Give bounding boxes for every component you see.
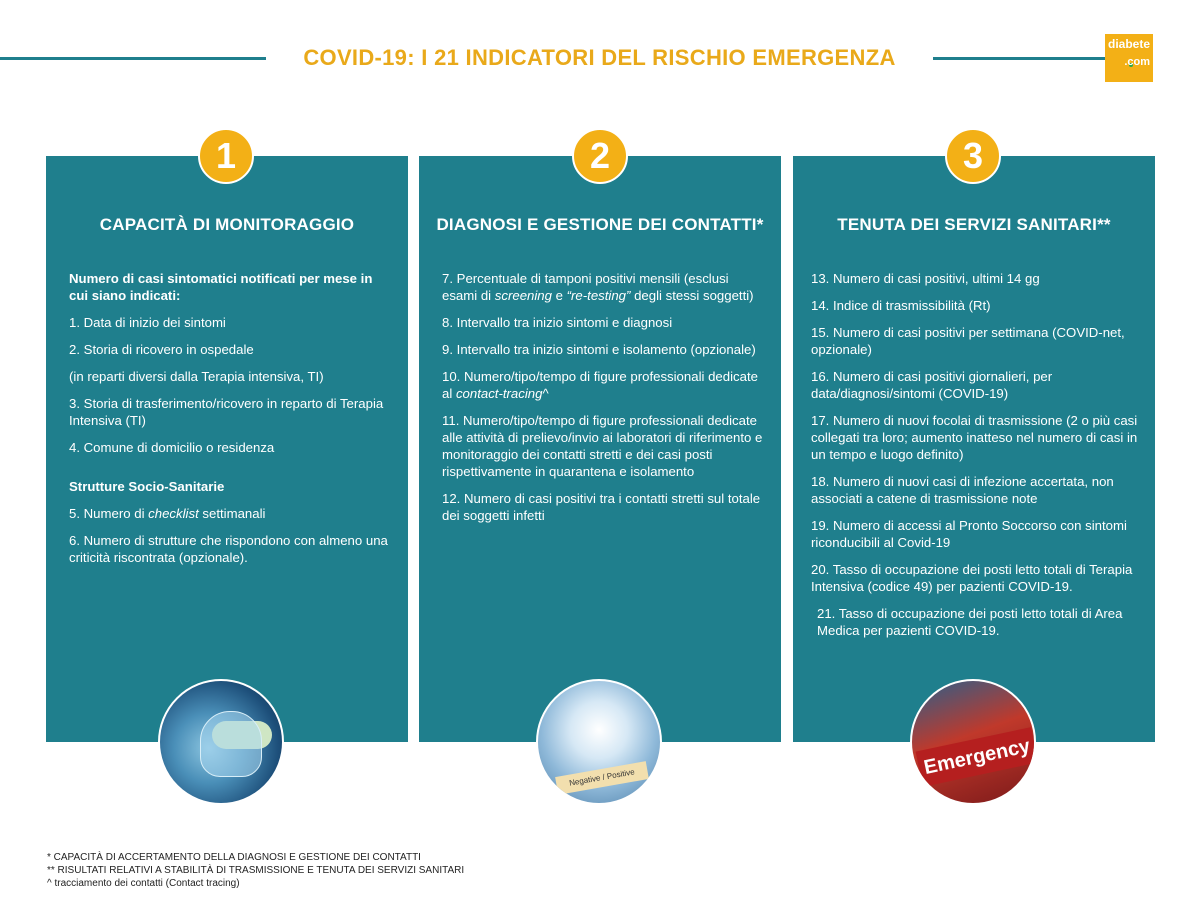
list-item: (in reparti diversi dalla Terapia intensiva, TI): [69, 369, 324, 384]
panel-title: DIAGNOSI E GESTIONE DEI CONTATTI*: [436, 215, 764, 234]
medical-staff-photo-icon: [158, 679, 284, 805]
emergency-sign-text: Emergency: [916, 727, 1036, 787]
list-item: 14. Indice di trasmissibilità (Rt): [811, 298, 991, 313]
list-item: 10. Numero/tipo/tempo di figure professionali dedicate al contact-tracing^: [442, 369, 758, 401]
list-item: 13. Numero di casi positivi, ultimi 14 gg: [811, 271, 1040, 286]
list-item: 9. Intervallo tra inizio sintomi e isolamento (opzionale): [442, 342, 756, 357]
test-tube-label: Negative / Positive: [555, 761, 649, 795]
list-item: 19. Numero di accessi al Pronto Soccorso con sintomi riconducibili al Covid-19: [811, 518, 1127, 550]
panel-title: CAPACITÀ DI MONITORAGGIO: [99, 215, 355, 234]
panel-body: [442, 270, 767, 534]
panel-monitoring: [46, 156, 408, 742]
emergency-sign-photo-icon: [910, 679, 1036, 805]
list-item: 15. Numero di casi positivi per settimana (COVID-net, opzionale): [811, 325, 1125, 357]
panel-diagnosis: [419, 156, 781, 742]
list-item: 7. Percentuale di tamponi positivi mensili (esclusi esami di screening e “re-testing” degli stessi soggetti): [442, 271, 754, 303]
logo-text-top: diabete: [1108, 37, 1151, 51]
list-item: 21. Tasso di occupazione dei posti letto totali di Area Medica per pazienti COVID-19.: [817, 606, 1123, 638]
face-shield-shape: [200, 711, 262, 777]
diabete-logo[interactable]: [1105, 34, 1153, 82]
list-item: 18. Numero di nuovi casi di infezione accertata, non associati a catene di trasmissione note: [811, 474, 1114, 506]
title-rule-right: [933, 57, 1105, 60]
list-item: 6. Numero di strutture che rispondono con almeno una criticità riscontrata (opzionale).: [69, 533, 388, 565]
page-title: COVID-19: I 21 INDICATORI DEL RISCHIO EMERGENZA: [303, 45, 896, 70]
panel-body: [69, 270, 394, 576]
panel-number-badge: 3: [945, 128, 1001, 184]
panel-health-services: [793, 156, 1155, 742]
footnote: ** RISULTATI RELATIVI A STABILITÀ DI TRASMISSIONE E TENUTA DEI SERVIZI SANITARI: [47, 865, 465, 876]
panel-body: [811, 270, 1141, 649]
list-item: 12. Numero di casi positivi tra i contatti stretti sul totale dei soggetti infetti: [442, 491, 761, 523]
list-item: 11. Numero/tipo/tempo di figure professionali dedicate alle attività di prelievo/invio ai laboratori di riferimento e monitoraggio dei contatti stretti e dei casi posti rispettivamente in quarantena e isolamento: [442, 413, 763, 479]
list-item: 1. Data di inizio dei sintomi: [69, 315, 226, 330]
panel-number-badge: 1: [198, 128, 254, 184]
list-item: 16. Numero di casi positivi giornalieri, per data/diagnosi/sintomi (COVID-19): [811, 369, 1053, 401]
list-item: 8. Intervallo tra inizio sintomi e diagnosi: [442, 315, 673, 330]
footnote: ^ tracciamento dei contatti (Contact tracing): [47, 878, 240, 889]
list-item: 17. Numero di nuovi focolai di trasmissione (2 o più casi collegati tra loro; aumento inatteso nel numero di casi in un tempo e luogo definito): [811, 413, 1138, 462]
list-item: Numero di casi sintomatici notificati per mese in cui siano indicati:: [69, 271, 373, 303]
title-rule-left: [0, 57, 266, 60]
list-item: 2. Storia di ricovero in ospedale: [69, 342, 254, 357]
list-item: 4. Comune di domicilio o residenza: [69, 440, 275, 455]
logo-text-bottom: .com: [1124, 56, 1150, 68]
panel-title: TENUTA DEI SERVIZI SANITARI**: [837, 215, 1111, 234]
list-item: 20. Tasso di occupazione dei posti letto totali di Terapia Intensiva (codice 49) per pazienti COVID-19.: [811, 562, 1133, 594]
panel-number-badge: 2: [572, 128, 628, 184]
footnote: * CAPACITÀ DI ACCERTAMENTO DELLA DIAGNOSI E GESTIONE DEI CONTATTI: [47, 852, 421, 863]
section-heading: Strutture Socio-Sanitarie: [69, 479, 225, 494]
list-item: 3. Storia di trasferimento/ricovero in reparto di Terapia Intensiva (TI): [69, 396, 384, 428]
list-item: 5. Numero di checklist settimanali: [69, 506, 266, 521]
test-tube-photo-icon: [536, 679, 662, 805]
